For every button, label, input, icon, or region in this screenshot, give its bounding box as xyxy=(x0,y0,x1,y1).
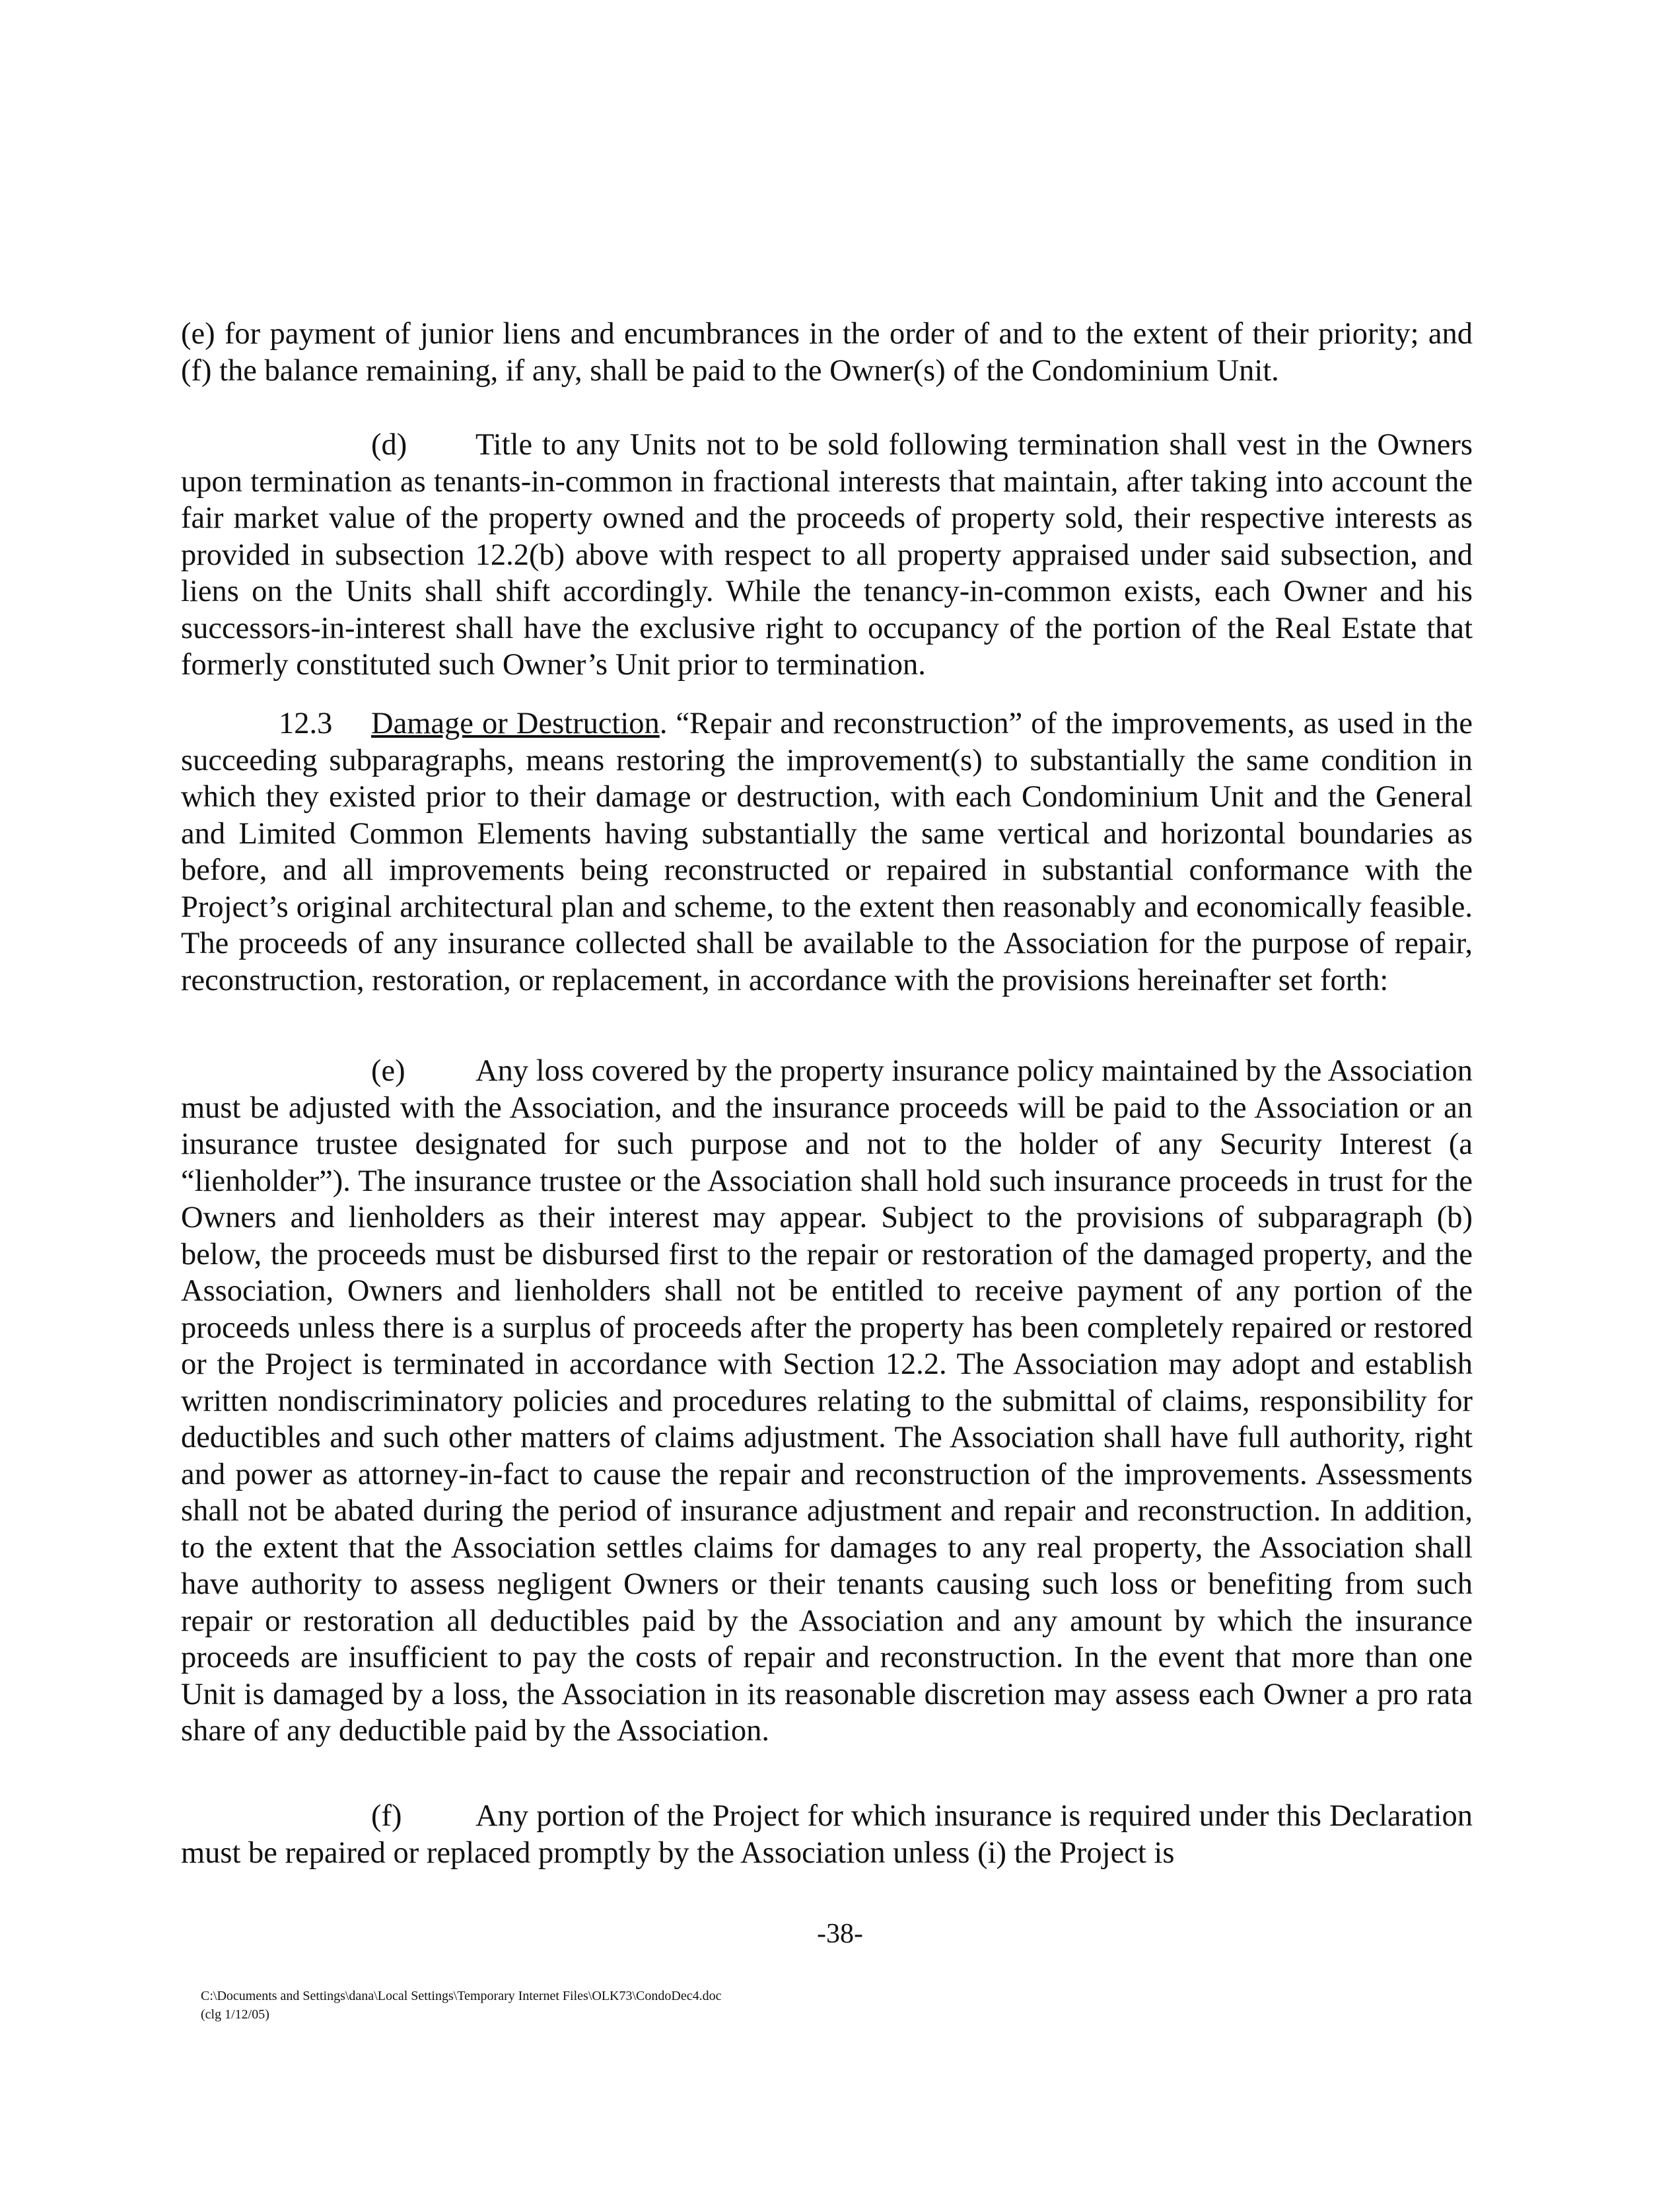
footer-file-path: C:\Documents and Settings\dana\Local Settings\Temporary Internet Files\OLK73\CondoDec4.doc xyxy=(201,1989,722,2003)
paragraph-title-to-units xyxy=(181,427,1473,684)
section-heading: Damage or Destruction xyxy=(371,707,660,740)
document-footer xyxy=(201,1987,721,2024)
paragraph-insurance-loss-adjustment xyxy=(181,1053,1473,1750)
page-number: -38- xyxy=(817,1919,863,1949)
footer-revision: (clg 1/12/05) xyxy=(201,2007,269,2022)
paragraph-text: . “Repair and reconstruction” of the improvements, as used in the succeeding subparagraphs, means restoring the improvement(s) to substantially the same condition in which they existed prior to their damage or destruction, with each Condominium Unit and the General and Limited Common Elements having substantially the same vertical and horizontal boundaries as before, and all improvements being reconstructed or repaired in substantial conformance with the Project’s original architectural plan and scheme, to the extent then reasonably and economically feasible. The proceeds of any insurance collected shall be available to the Association for the purpose of repair, reconstruction, restoration, or replacement, in accordance with the provisions hereinafter set forth: xyxy=(181,707,1473,997)
paragraph-text: Any loss covered by the property insurance policy maintained by the Association must be adjusted with the Association, and the insurance proceeds will be paid to the Association or an insurance trustee designated for such purpose and not to the holder of any Security Interest (a “lienholder”). The insurance trustee or the Association shall hold such insurance proceeds in trust for the Owners and lienholders as their interest may appear. Subject to the provisions of subparagraph (b) below, the proceeds must be disbursed first to the repair or restoration of the damaged property, and the Association, Owners and lienholders shall not be entitled to receive payment of any portion of the proceeds unless there is a surplus of proceeds after the property has been completely repaired or restored or the Project is terminated in accordance with Section 12.2. The Association may adopt and establish written nondiscriminatory policies and procedures relating to the submittal of claims, responsibility for deductibles and such other matters of claims adjustment. The Association shall have full authority, right and power as attorney-in-fact to cause the repair and reconstruction of the improvements. Assessments shall not be abated during the period of insurance adjustment and repair and reconstruction. In addition, to the extent that the Association settles claims for damages to any real property, the Association shall have authority to assess negligent Owners or their tenants causing such loss or benefiting from such repair or restoration all deductibles paid by the Association and any amount by which the insurance proceeds are insufficient to pay the costs of repair and reconstruction. In the event that more than one Unit is damaged by a loss, the Association in its reasonable discretion may assess each Owner a pro rata share of any deductible paid by the Association. xyxy=(181,1054,1473,1748)
paragraph-text: (e) for payment of junior liens and encumbrances in the order of and to the extent of their priority; and (f) the balance remaining, if any, shall be paid to the Owner(s) of the Condominium Unit. xyxy=(181,317,1473,388)
paragraph-text: Any portion of the Project for which insurance is required under this Declaration must be repaired or replaced promptly by the Association unless (i) the Project is xyxy=(181,1799,1473,1870)
paragraph-repair-or-replacement xyxy=(181,1798,1473,1871)
paragraph-junior-liens xyxy=(181,316,1473,389)
subsection-label: (f) xyxy=(371,1799,402,1833)
section-number: 12.3 xyxy=(279,707,333,740)
subsection-label: (d) xyxy=(371,428,407,462)
section-12-3-damage-or-destruction xyxy=(181,705,1473,999)
paragraph-text: Title to any Units not to be sold following termination shall vest in the Owners upon termination as tenants-in-common in fractional interests that maintain, after taking into account the fair market value of the property owned and the proceeds of property sold, their respective interests as provided in subsection 12.2(b) above with respect to all property appraised under said subsection, and liens on the Units shall shift accordingly. While the tenancy-in-common exists, each Owner and his successors-in-interest shall have the exclusive right to occupancy of the portion of the Real Estate that formerly constituted such Owner’s Unit prior to termination. xyxy=(181,428,1473,682)
subsection-label: (e) xyxy=(371,1054,405,1088)
